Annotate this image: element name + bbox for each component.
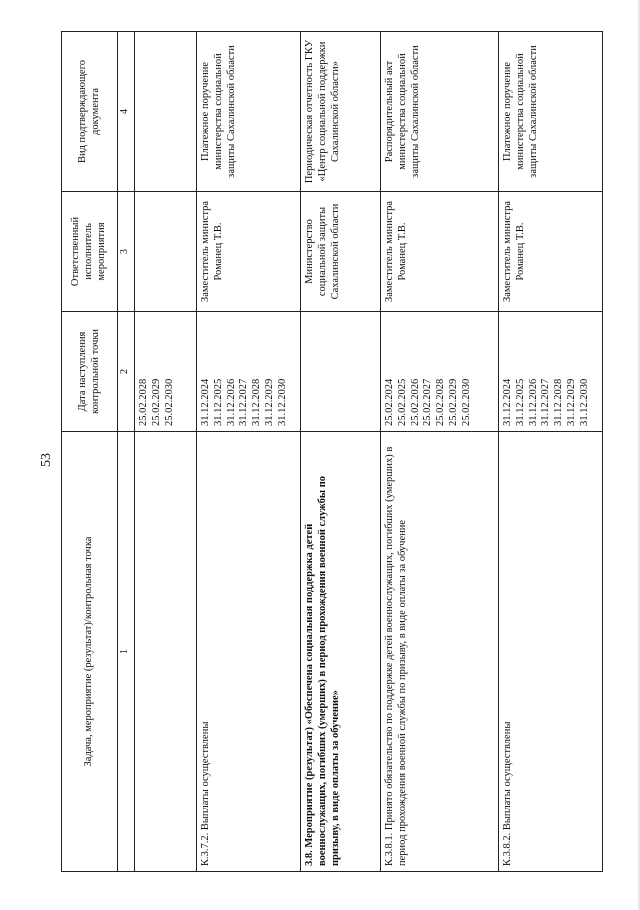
date-item: 25.02.2030 (460, 378, 472, 426)
date-item: 25.02.2029 (150, 378, 162, 426)
date-item: 25.02.2028 (138, 378, 149, 426)
executor-cell (135, 192, 197, 312)
date-item: 31.12.2029 (565, 378, 577, 426)
date-item: 25.02.2026 (409, 378, 421, 426)
dates-cell (135, 312, 197, 432)
date-item: 31.12.2026 (527, 378, 539, 426)
executor-cell: Министерство социальной защиты Сахалинской области (301, 192, 381, 312)
table-row (135, 32, 197, 872)
header-document: Вид подтверждающего документа (62, 32, 118, 192)
document-cell: Периодическая отчетность ГКУ «Центр социальной поддержки Сахалинской области» (301, 32, 381, 192)
page-number: 53 (39, 453, 54, 467)
header-task: Задача, мероприятие (результат)/контрольная точка (62, 432, 118, 872)
task-cell (135, 432, 197, 872)
table-row (301, 32, 381, 872)
date-item: 31.12.2027 (238, 378, 250, 426)
rotated-table-container (61, 32, 603, 872)
header-row (62, 32, 118, 872)
executor-cell: Заместитель министра Романец Т.В. (381, 192, 499, 312)
date-item: 31.12.2024 (200, 378, 211, 426)
date-item: 31.12.2028 (251, 378, 263, 426)
dates-cell (301, 312, 381, 432)
dates-cell (499, 312, 603, 432)
column-number-row (118, 32, 135, 872)
document-cell: Платежное поручение министерства социальной защиты Сахалинской области (499, 32, 603, 192)
header-date: Дата наступления контрольной точки (62, 312, 118, 432)
control-points-table (61, 31, 603, 872)
table-row (197, 32, 301, 872)
date-item: 31.12.2029 (263, 378, 275, 426)
task-cell: 3.8. Мероприятие (результат) «Обеспечена социальная поддержка детей военнослужащих, погибших (умерших) в период прохождения военной службы по призыву, в виде оплаты за обучение» (301, 432, 381, 872)
date-item: 25.02.2024 (384, 378, 395, 426)
task-cell: К.3.8.1. Принято обязательство по поддержке детей военнослужащих, погибших (умерших) в период прохождения военной службы по призыву, в виде оплаты за обучение (381, 432, 499, 872)
date-item: 31.12.2030 (578, 378, 590, 426)
document-cell: Распорядительный акт министерства социальной защиты Сахалинской области (381, 32, 499, 192)
header-executor: Ответственный исполнитель мероприятия (62, 192, 118, 312)
document-cell: Платежное поручение министерства социальной защиты Сахалинской области (197, 32, 301, 192)
column-number: 3 (118, 192, 135, 312)
table-row (499, 32, 603, 872)
column-number: 1 (118, 432, 135, 872)
date-item: 31.12.2027 (540, 378, 552, 426)
executor-cell: Заместитель министра Романец Т.В. (197, 192, 301, 312)
date-item: 31.12.2025 (212, 378, 224, 426)
date-item: 31.12.2028 (553, 378, 565, 426)
dates-cell (381, 312, 499, 432)
executor-cell: Заместитель министра Романец Т.В. (499, 192, 603, 312)
date-item: 25.02.2025 (396, 378, 408, 426)
dates-cell (197, 312, 301, 432)
column-number: 2 (118, 312, 135, 432)
date-item: 31.12.2030 (276, 378, 288, 426)
task-cell: К.3.8.2. Выплаты осуществлены (499, 432, 603, 872)
date-item: 31.12.2026 (225, 378, 237, 426)
date-item: 31.12.2025 (514, 378, 526, 426)
date-item: 25.02.2030 (163, 378, 175, 426)
date-item: 25.02.2028 (435, 378, 447, 426)
task-cell: К.3.7.2. Выплаты осуществлены (197, 432, 301, 872)
date-item: 31.12.2024 (502, 378, 513, 426)
date-item: 25.02.2027 (422, 378, 434, 426)
table-row (381, 32, 499, 872)
date-item: 25.02.2029 (447, 378, 459, 426)
document-cell (135, 32, 197, 192)
column-number: 4 (118, 32, 135, 192)
